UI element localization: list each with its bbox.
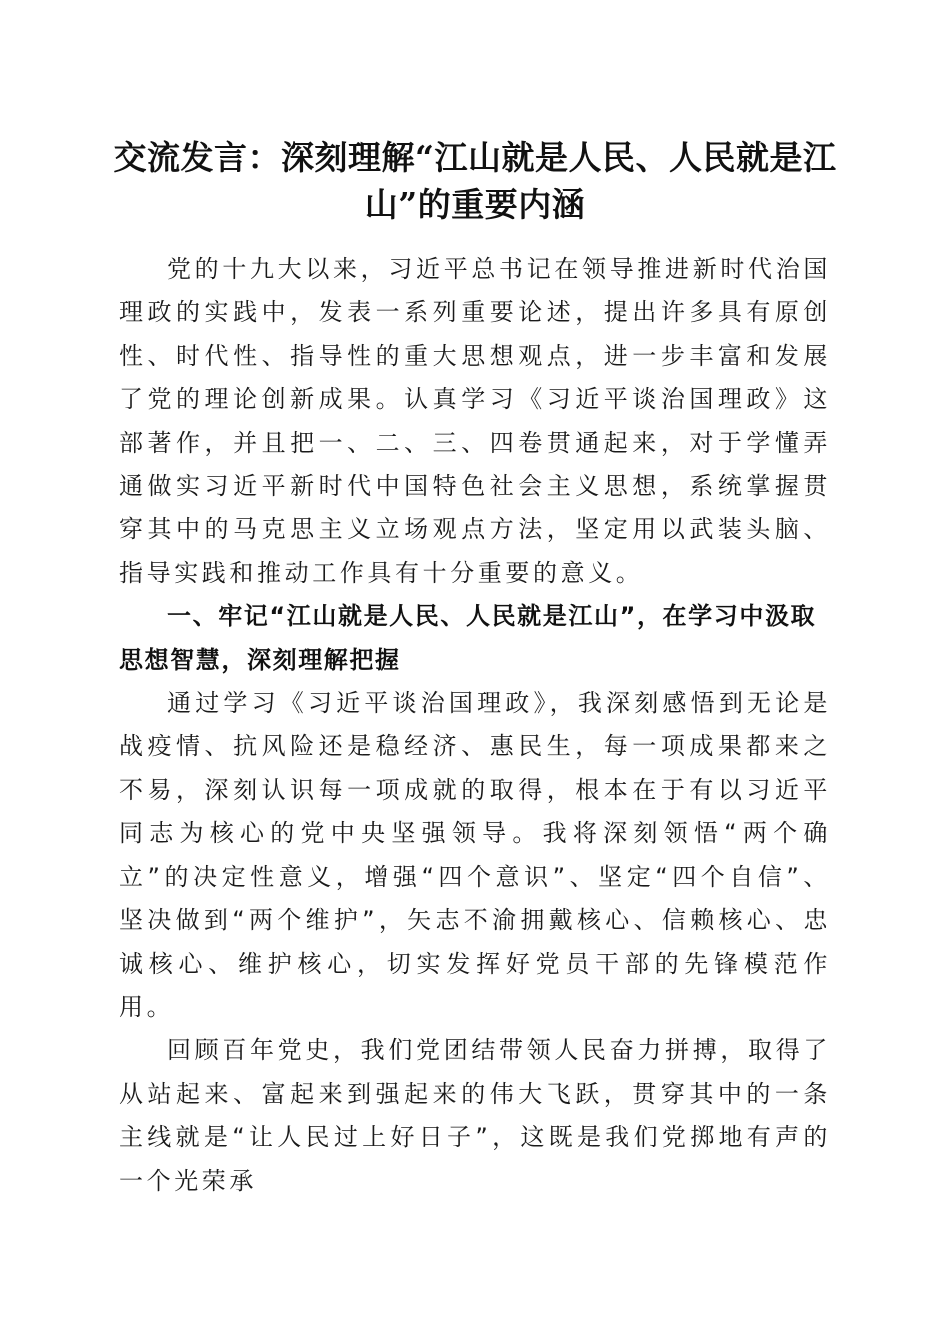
document-title: 交流发言：深刻理解“江山就是人民、人民就是江山”的重要内涵: [113, 138, 837, 224]
intro-paragraph: 党的十九大以来，习近平总书记在领导推进新时代治国理政的实践中，发表一系列重要论述，提出许多具有原创性、时代性、指导性的重大思想观点，进一步丰富和发展了党的理论创新成果。认真学习《习近平谈治国理政》这部著作，并且把一、二、三、四卷贯通起来，对于学懂弄通做实习近平新时代中国特色社会主义思想，系统掌握贯穿其中的马克思主义立场观点方法，坚定用以武装头脑、指导实践和推动工作具有十分重要的意义。: [119, 255, 831, 587]
section-heading-1: 一、牢记“江山就是人民、人民就是江山”，在学习中汲取思想智慧，深刻理解把握: [119, 602, 817, 674]
section-1-paragraph-1: 通过学习《习近平谈治国理政》，我深刻感悟到无论是战疫情、抗风险还是稳经济、惠民生，每一项成果都来之不易，深刻认识每一项成就的取得，根本在于有以习近平同志为核心的党中央坚强领导。我将深刻领悟“两个确立”的决定性意义，增强“四个意识”、坚定“四个自信”、坚决做到“两个维护”，矢志不渝拥戴核心、信赖核心、忠诚核心、维护核心，切实发挥好党员干部的先锋模范作用。: [119, 689, 831, 1021]
document-body: [119, 248, 831, 1203]
section-1-paragraph-2: 回顾百年党史，我们党团结带领人民奋力拼搏，取得了从站起来、富起来到强起来的伟大飞跃，贯穿其中的一条主线就是“让人民过上好日子”，这既是我们党掷地有声的一个光荣承: [119, 1036, 831, 1195]
